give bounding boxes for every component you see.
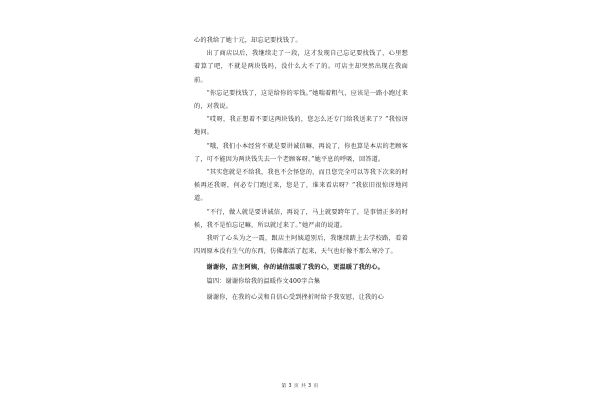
paragraph-10: 谢谢你，在我的心灵和自信心受到挫折时给予我安慰，让我的心 — [206, 293, 384, 301]
body-text — [194, 34, 408, 304]
paragraph-2: 出了商店以后，我继续走了一段，这才发现自己忘记要找钱了，心里想着算了吧，不就是两块钱吗，没什么大不了的。可店主却突然出现在我面前。 — [194, 50, 408, 84]
paragraph-7: “不行，做人就是要讲诚信，再说了，马上就要跨年了，是事情正多的时候，我不是怕忘记嘛，所以就过来了。”她严肃的说道。 — [194, 208, 408, 229]
paragraph-4: “哎呀，我正想着不要这两块钱的，您怎么还专门给我送来了？”我惊讶地问。 — [194, 116, 408, 137]
paragraph-8: 我听了心头为之一震，跟店主阿姨道别后，我继续踏上去学校路，看着四周原本没有生气的东西，仿佛都活了起来，天气也好像不那么寒冷了。 — [194, 235, 408, 256]
paragraph-1: 心的我给了她十元，却忘记要找钱了。 — [194, 37, 302, 44]
section-heading: 篇四：谢谢你给我的温暖作文400字合集 — [206, 277, 321, 285]
paragraph-9: 谢谢你，店主阿姨，你的诚信温暖了我的心，更温暖了我的心。 — [206, 264, 384, 272]
paragraph-5: “哦，我们小本经营不就是要讲诚信嘛，再说了，你也算是本店的老顾客了，可不能因为两块钱失去一个老顾客呀。”她平息的呼吸，回答道。 — [194, 142, 408, 163]
paragraph-3: “你忘记要找钱了，这是给你的零钱。”她喘着粗气，应该是一路小跑过来的，对我说。 — [194, 89, 408, 111]
page-footer: 第 3 页 共 3 页 — [281, 384, 319, 389]
paragraph-6: “其实您就是不给我，我也不会怪您的，而且您完全可以等我下次来的时候再还我呀，何必专门跑过来，您是了，谁来看店呀？”我依旧很惊讶地问道。 — [194, 169, 408, 203]
